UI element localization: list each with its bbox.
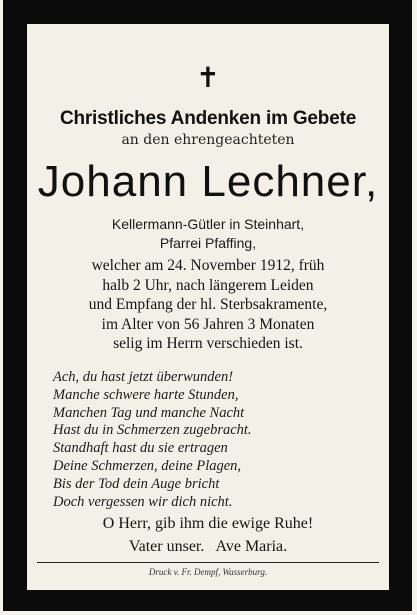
- prayer-line: O Herr, gib ihm die ewige Ruhe!: [102, 515, 314, 532]
- notice-line: im Alter von 56 Jahren 3 Monaten: [101, 315, 315, 333]
- footer-divider: [37, 562, 379, 563]
- deceased-name: Johann Lechner,: [37, 157, 379, 206]
- poem-line: Bis der Tod dein Auge bricht: [53, 475, 220, 492]
- card-subheading: an den ehrengeachteten: [121, 132, 295, 148]
- memorial-poem: [53, 369, 252, 511]
- memorial-card: [3, 0, 412, 611]
- poem-line: Ach, du hast jetzt überwunden!: [53, 369, 234, 385]
- death-notice-text: [27, 256, 389, 354]
- parish-line: Pfarrei Pfaffing,: [159, 235, 257, 251]
- poem-line: Manche schwere harte Stunden,: [53, 386, 239, 403]
- printer-credit: Druck v. Fr. Dempf, Wasserburg.: [148, 567, 268, 577]
- poem-line: Manchen Tag und manche Nacht: [53, 404, 245, 421]
- poem-line: Doch vergessen wir dich nicht.: [53, 493, 233, 510]
- occupation-line: Kellermann-Gütler in Steinhart,: [111, 216, 305, 232]
- notice-line: selig im Herrn verschieden ist.: [113, 335, 303, 352]
- notice-line: und Empfang der hl. Sterbsakramente,: [88, 296, 328, 313]
- poem-line: Standhaft hast du sie ertragen: [53, 440, 228, 457]
- card-inner-panel: [27, 24, 389, 590]
- cross-icon: ✝: [196, 61, 220, 94]
- card-heading: Christliches Andenken im Gebete: [59, 108, 357, 129]
- closing-prayers: Vater unser. Ave Maria.: [128, 538, 288, 555]
- poem-line: Hast du in Schmerzen zugebracht.: [53, 422, 252, 439]
- poem-line: Deine Schmerzen, deine Plagen,: [53, 457, 242, 474]
- notice-line: welcher am 24. November 1912, früh: [91, 257, 325, 274]
- notice-line: halb 2 Uhr, nach längerem Leiden: [102, 276, 314, 294]
